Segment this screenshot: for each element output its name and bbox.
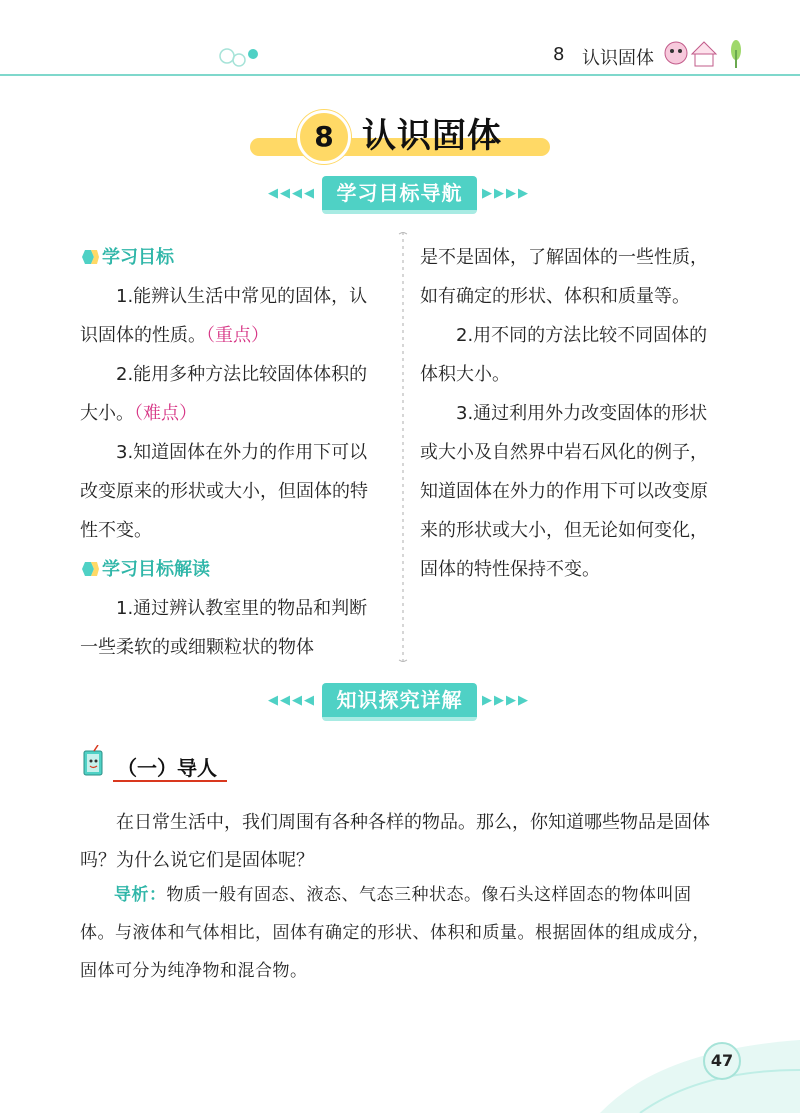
goal-item-3: 3.知道固体在外力的作用下可以改变原来的形状或大小，但固体的特性不变。 [80,442,368,541]
section-banner-goals [0,176,800,216]
lesson-number-badge: 8 [297,110,351,164]
interpretation-item-3: 3.通过利用外力改变固体的形状或大小及自然界中岩石风化的例子，知道固体在外力的作用下可以改变原来的形状或大小，但无论如何变化，固体的特性保持不变。 [420,403,708,580]
header-chapter-number: 8 [553,44,565,65]
lesson-title: 认识固体 [362,116,502,156]
hexagon-bullet-icon [80,249,100,265]
goals-heading: 学习目标 [80,238,385,277]
header-rule [0,74,800,76]
section-banner-knowledge [0,683,800,723]
interpretation-item-1-part-1: 1.通过辨认教室里的物品和判断一些柔软的或细颗粒状的物体 [80,598,368,658]
house-flower-decoration-icon [660,36,750,70]
guide-label: 导析： [114,885,167,905]
interpretation-item-2: 2.用不同的方法比较不同固体的体积大小。 [420,325,708,385]
bubbles-decoration-icon [215,42,265,72]
intro-title: （一）导人 [117,756,217,780]
page-corner-wave [600,1030,800,1113]
interpretation-heading: 学习目标解读 [80,550,385,589]
banner-label: 知识探究详解 [322,683,477,721]
left-arrows-icon: ◀◀◀◀ [268,186,316,201]
intro-question: 在日常生活中，我们周围有各种各样的物品。那么，你知道哪些物品是固体吗？为什么说它们是固体呢？ [80,812,710,871]
right-arrows-icon: ▶▶▶▶ [482,693,530,708]
book-mascot-icon [78,745,110,781]
column-divider [398,232,408,662]
banner-label: 学习目标导航 [322,176,477,214]
goal-item-1: 1.能辨认生活中常见的固体，认识固体的性质。（重点） [80,286,368,346]
key-point-tag: （重点） [206,325,269,346]
intro-guide [80,876,725,990]
guide-text: 物质一般有固态、液态、气态三种状态。像石头这样固态的物体叫固体。与液体和气体相比，固体有确定的形状、体积和质量。根据固体的组成成分，固体可分为纯净物和混合物。 [80,885,710,981]
left-arrows-icon: ◀◀◀◀ [268,693,316,708]
right-arrows-icon: ▶▶▶▶ [482,186,530,201]
difficulty-tag: （难点） [134,403,197,424]
intro-title-underline [113,780,227,782]
goal-item-2: 2.能用多种方法比较固体体积的大小。（难点） [80,364,368,424]
left-column [80,238,385,667]
hexagon-bullet-icon [80,561,100,577]
page-number: 47 [703,1042,741,1080]
right-column [420,238,725,589]
header-chapter-title: 认识固体 [582,48,654,69]
interpretation-item-1-part-2: 是不是固体，了解固体的一些性质，如有确定的形状、体积和质量等。 [420,247,708,307]
